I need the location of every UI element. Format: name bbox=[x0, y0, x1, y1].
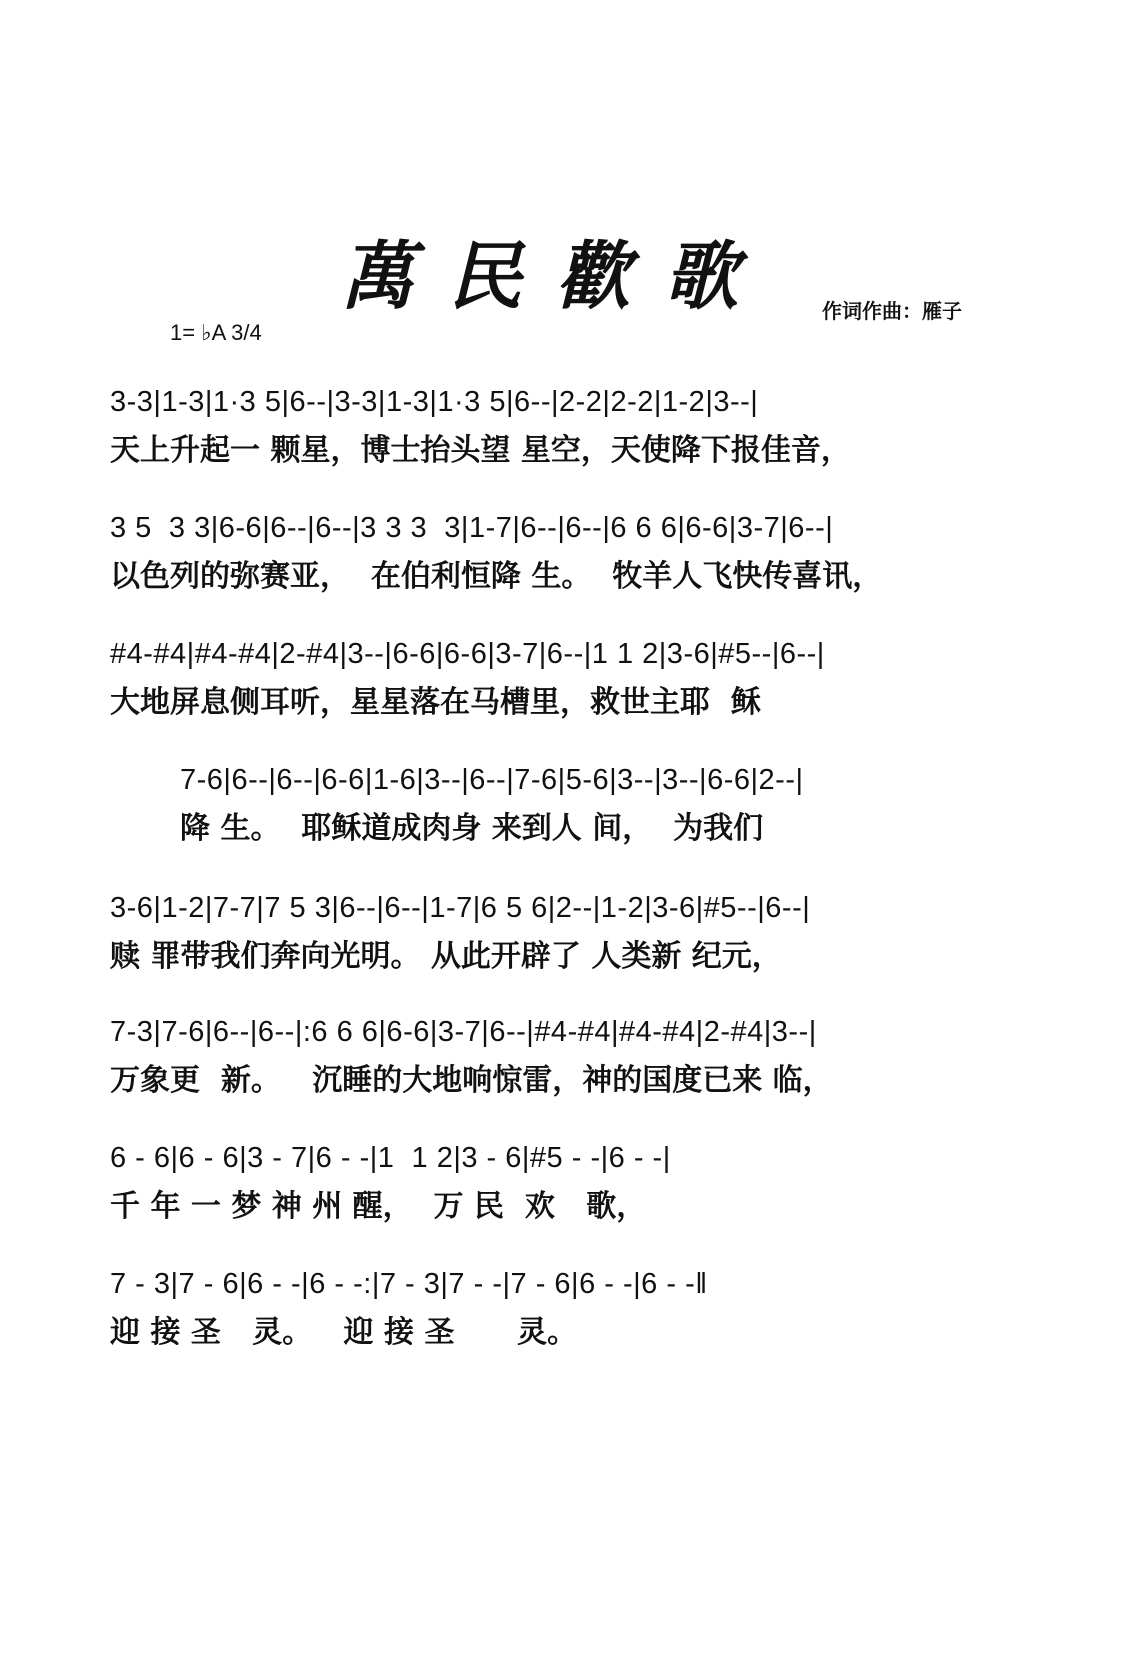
score-line-2 bbox=[110, 508, 1030, 600]
notes: 6 - 6|6 - 6|3 - 7|6 - -|1 1 2|3 - 6|#5 - -|6 - -| bbox=[110, 1142, 671, 1174]
lyrics: 赎 罪带我们奔向光明。 从此开辟了 人类新 纪元， bbox=[110, 939, 782, 974]
lyrics: 降 生。 耶稣道成肉身 来到人 间， 为我们 bbox=[180, 811, 764, 846]
notes: 3-3|1-3|1·3 5|6--|3-3|1-3|1·3 5|6--|2-2|2-2|1-2|3--| bbox=[110, 386, 759, 418]
notes: 7-6|6--|6--|6-6|1-6|3--|6--|7-6|5-6|3--|3--|6-6|2--| bbox=[180, 764, 804, 796]
score-line-5 bbox=[110, 888, 1030, 980]
song-title: 萬民歡歌 bbox=[340, 234, 772, 320]
key-signature: 1= ♭A 3/4 bbox=[170, 320, 262, 345]
lyrics: 万象更 新。 沉睡的大地响惊雷，神的国度已来 临， bbox=[110, 1063, 833, 1098]
lyrics: 迎 接 圣 灵。 迎 接 圣 灵。 bbox=[110, 1315, 578, 1350]
lyrics: 以色列的弥赛亚， 在伯利恒降 生。 牧羊人飞快传喜讯， bbox=[110, 559, 883, 594]
score-line-1 bbox=[110, 382, 1030, 474]
lyrics: 大地屏息侧耳听，星星落在马槽里，救世主耶 稣 bbox=[110, 685, 761, 720]
notes: 3-6|1-2|7-7|7 5 3|6--|6--|1-7|6 5 6|2--|1-2|3-6|#5--|6--| bbox=[110, 892, 811, 924]
notes: 7 - 3|7 - 6|6 - -|6 - -:|7 - 3|7 - -|7 - 6|6 - -|6 - -‖ bbox=[110, 1268, 708, 1300]
notes: 7-3|7-6|6--|6--|:6 6 6|6-6|3-7|6--|#4-#4|#4-#4|2-#4|3--| bbox=[110, 1016, 817, 1048]
notes: 3 5 3 3|6-6|6--|6--|3 3 3 3|1-7|6--|6--|6 6 6|6-6|3-7|6--| bbox=[110, 512, 834, 544]
score-line-3 bbox=[110, 634, 1030, 726]
score-line-8 bbox=[110, 1264, 1030, 1356]
score-line-7 bbox=[110, 1138, 1030, 1230]
score-line-4 bbox=[110, 760, 1100, 852]
composer-credit: 作词作曲：雁子 bbox=[822, 299, 962, 323]
notes: #4-#4|#4-#4|2-#4|3--|6-6|6-6|3-7|6--|1 1 2|3-6|#5--|6--| bbox=[110, 638, 825, 670]
score-line-6 bbox=[110, 1012, 1030, 1104]
lyrics: 千 年 一 梦 神 州 醒， 万 民 欢 歌， bbox=[110, 1189, 647, 1224]
lyrics: 天上升起一 颗星，博士抬头望 星空，天使降下报佳音， bbox=[110, 433, 851, 468]
